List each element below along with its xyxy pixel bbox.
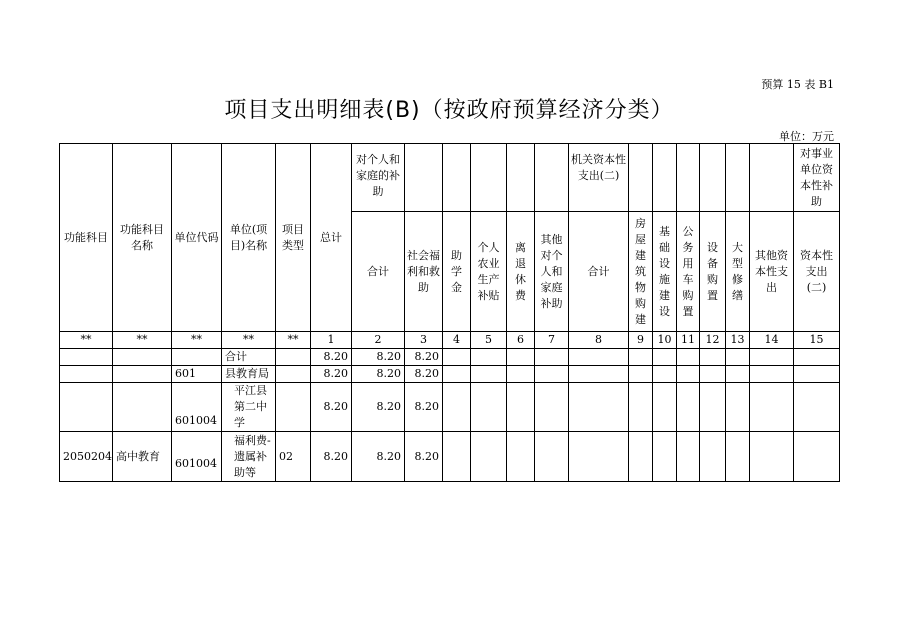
row-unit-name: 平江县第二中学 <box>222 383 276 432</box>
row-sum1: 8.20 <box>352 383 405 432</box>
header-proj-type: 项目类型 <box>276 144 311 332</box>
index-cell: ** <box>60 332 113 349</box>
row-unit-code: 601004 <box>172 432 222 482</box>
row-unit-name: 合计 <box>222 349 276 366</box>
header-group-personal: 对个人和家庭的补助 <box>352 144 405 212</box>
header-house: 房屋建筑物购建 <box>635 216 646 326</box>
row-unit-name: 福利费-遗属补助等 <box>222 432 276 482</box>
index-cell: ** <box>172 332 222 349</box>
row-unit-name: 县教育局 <box>222 366 276 383</box>
header-unit-code: 单位代码 <box>172 144 222 332</box>
index-cell: 7 <box>535 332 569 349</box>
index-cell: 13 <box>726 332 750 349</box>
table-code: 预算 15 表 B1 <box>761 78 834 91</box>
index-cell: 5 <box>471 332 507 349</box>
row-welfare: 8.20 <box>405 383 443 432</box>
header-sum1: 合计 <box>352 212 405 332</box>
row-proj-type: 02 <box>276 432 311 482</box>
header-car: 公务用车购置 <box>682 224 694 318</box>
index-cell: 2 <box>352 332 405 349</box>
header-welfare: 社会福利和救助 <box>405 212 443 332</box>
index-cell: 8 <box>569 332 629 349</box>
header-infra: 基础设施建设 <box>659 224 670 318</box>
table-row <box>60 432 840 482</box>
index-cell: 14 <box>750 332 794 349</box>
header-group-institution: 对事业单位资本性补助 <box>794 144 840 212</box>
index-cell: 6 <box>507 332 535 349</box>
row-func-name: 高中教育 <box>113 432 172 482</box>
index-cell: 4 <box>443 332 471 349</box>
row-welfare: 8.20 <box>405 349 443 366</box>
row-func-code: 2050204 <box>60 432 113 482</box>
row-total: 8.20 <box>311 349 352 366</box>
budget-table <box>59 143 840 482</box>
header-unit-name: 单位(项目)名称 <box>222 144 276 332</box>
index-cell: ** <box>113 332 172 349</box>
index-cell: 9 <box>629 332 653 349</box>
index-cell: 3 <box>405 332 443 349</box>
table-row <box>60 383 840 432</box>
index-cell: ** <box>276 332 311 349</box>
index-cell: ** <box>222 332 276 349</box>
row-total: 8.20 <box>311 366 352 383</box>
row-sum1: 8.20 <box>352 349 405 366</box>
header-equip: 设备购置 <box>707 240 718 302</box>
row-welfare: 8.20 <box>405 432 443 482</box>
header-other-personal: 其他对个人和家庭补助 <box>535 212 569 332</box>
header-aid: 助学金 <box>451 248 462 294</box>
header-repair: 大型修缮 <box>732 240 743 302</box>
index-cell: 11 <box>677 332 700 349</box>
index-cell: 15 <box>794 332 840 349</box>
row-sum1: 8.20 <box>352 366 405 383</box>
row-total: 8.20 <box>311 432 352 482</box>
header-group-capital: 机关资本性支出(二) <box>569 144 629 212</box>
index-cell: 12 <box>700 332 726 349</box>
row-sum1: 8.20 <box>352 432 405 482</box>
header-retire: 离退休费 <box>515 240 526 302</box>
header-sum2: 合计 <box>569 212 629 332</box>
header-func-name: 功能科目名称 <box>113 144 172 332</box>
page-title: 项目支出明细表(B)（按政府预算经济分类） <box>224 98 674 123</box>
index-row <box>60 332 840 349</box>
header-total: 总计 <box>311 144 352 332</box>
index-cell: 1 <box>311 332 352 349</box>
row-total: 8.20 <box>311 383 352 432</box>
unit-label: 单位：万元 <box>779 130 834 143</box>
header-cap2: 资本性支出(二) <box>794 212 840 332</box>
index-cell: 10 <box>653 332 677 349</box>
header-func-code: 功能科目 <box>60 144 113 332</box>
table-row <box>60 349 840 366</box>
table-row <box>60 366 840 383</box>
row-unit-code: 601 <box>172 366 222 383</box>
header-agri: 个人农业生产补贴 <box>471 212 507 332</box>
header-other-capital: 其他资本性支出 <box>750 212 794 332</box>
row-unit-code: 601004 <box>172 383 222 432</box>
row-welfare: 8.20 <box>405 366 443 383</box>
